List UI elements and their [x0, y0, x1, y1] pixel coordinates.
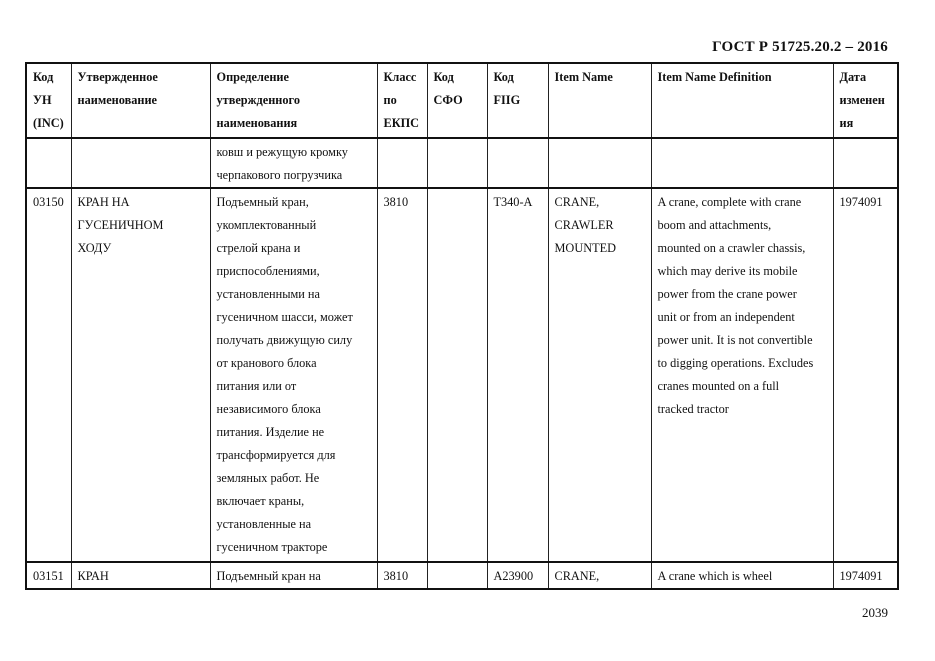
cell-name	[71, 188, 210, 562]
text-line: Класс	[383, 70, 417, 84]
table-row	[26, 188, 898, 562]
cell-item-definition	[651, 138, 833, 188]
cell-date	[833, 138, 898, 188]
text-line: гусеничном шасси, может	[216, 310, 353, 324]
text-line: MOUNTED	[554, 241, 616, 255]
cell-sfo	[427, 562, 487, 589]
text-line: наименование	[77, 93, 157, 107]
cell-fiig: A23900	[487, 562, 548, 589]
text-line: A crane which is wheel	[657, 569, 773, 583]
text-line: tracked tractor	[657, 402, 729, 416]
text-line: power unit. It is not convertible	[657, 333, 813, 347]
table-header-row	[26, 63, 898, 138]
text-line: ГУСЕНИЧНОМ	[77, 218, 164, 232]
text-line: ия	[839, 116, 854, 130]
text-line: unit or from an independent	[657, 310, 795, 324]
text-line: Подъемный кран,	[216, 195, 309, 209]
cell-item-name	[548, 138, 651, 188]
text-line: to digging operations. Excludes	[657, 356, 814, 370]
cell-fiig: T340-A	[487, 188, 548, 562]
text-line: питания. Изделие не	[216, 425, 325, 439]
text-line: стрелой крана и	[216, 241, 301, 255]
cell-item-name	[548, 562, 651, 589]
cell-class: 3810	[377, 562, 427, 589]
text-line: mounted on a crawler chassis,	[657, 241, 806, 255]
cell-name	[71, 562, 210, 589]
text-line: изменен	[839, 93, 885, 107]
text-line: CRAWLER	[554, 218, 614, 232]
text-line: наименования	[216, 116, 298, 130]
column-header-inc	[26, 63, 71, 138]
column-header-sfo	[427, 63, 487, 138]
text-line: (INC)	[33, 116, 64, 130]
text-line: power from the crane power	[657, 287, 797, 301]
text-line: Определение	[216, 70, 289, 84]
text-line: Item Name Definition	[657, 70, 772, 84]
text-line: УН	[33, 93, 52, 107]
cell-item-definition	[651, 562, 833, 589]
cell-definition	[210, 138, 377, 188]
cell-sfo	[427, 138, 487, 188]
text-line: по	[383, 93, 397, 107]
text-line: черпакового погрузчика	[216, 168, 343, 182]
text-line: boom and attachments,	[657, 218, 772, 232]
column-header-item-name	[548, 63, 651, 138]
text-line: гусеничном тракторе	[216, 540, 328, 554]
page-number: 2039	[862, 605, 888, 620]
text-line: получать движущую силу	[216, 333, 353, 347]
cell-name	[71, 138, 210, 188]
text-line: CRANE,	[554, 569, 600, 583]
text-line: CRANE,	[554, 195, 600, 209]
text-line: Код	[33, 70, 54, 84]
cell-item-name	[548, 188, 651, 562]
cell-inc	[26, 138, 71, 188]
document-code: ГОСТ Р 51725.20.2 – 2016	[712, 39, 888, 55]
text-line: ковш и режущую кромку	[216, 145, 348, 159]
text-line: ЕКПС	[383, 116, 420, 130]
column-header-class	[377, 63, 427, 138]
text-line: Код	[493, 70, 514, 84]
cell-fiig	[487, 138, 548, 188]
text-line: Дата	[839, 70, 867, 84]
cell-inc: 03150	[26, 188, 71, 562]
text-line: cranes mounted on a full	[657, 379, 780, 393]
text-line: A crane, complete with crane	[657, 195, 802, 209]
text-line: Подъемный кран на	[216, 569, 321, 583]
text-line: FIIG	[493, 93, 521, 107]
cell-class	[377, 138, 427, 188]
table-row-continuation	[26, 138, 898, 188]
column-header-approved-name	[71, 63, 210, 138]
text-line: which may derive its mobile	[657, 264, 798, 278]
text-line: КРАН	[77, 569, 109, 583]
cell-inc: 03151	[26, 562, 71, 589]
text-line: утвержденного	[216, 93, 300, 107]
text-line: СФО	[433, 93, 463, 107]
text-line: Утвержденное	[77, 70, 158, 84]
cell-definition	[210, 562, 377, 589]
text-line: от кранового блока	[216, 356, 317, 370]
table-row	[26, 562, 898, 589]
text-line: установленными на	[216, 287, 320, 301]
text-line: Item Name	[554, 70, 613, 84]
cell-definition	[210, 188, 377, 562]
text-line: независимого блока	[216, 402, 321, 416]
text-line: питания или от	[216, 379, 297, 393]
column-header-fiig	[487, 63, 548, 138]
column-header-item-name-definition	[651, 63, 833, 138]
column-header-definition	[210, 63, 377, 138]
column-header-change-date	[833, 63, 898, 138]
cell-class: 3810	[377, 188, 427, 562]
text-line: земляных работ. Не	[216, 471, 320, 485]
cell-item-definition	[651, 188, 833, 562]
text-line: Код	[433, 70, 454, 84]
text-line: установленные на	[216, 517, 312, 531]
text-line: КРАН НА	[77, 195, 130, 209]
cell-date: 1974091	[833, 562, 898, 589]
cell-date: 1974091	[833, 188, 898, 562]
text-line: ХОДУ	[77, 241, 112, 255]
text-line: трансформируется для	[216, 448, 336, 462]
nomenclature-table	[25, 62, 899, 590]
text-line: укомплектованный	[216, 218, 317, 232]
text-line: приспособлениями,	[216, 264, 320, 278]
text-line: включает краны,	[216, 494, 305, 508]
cell-sfo	[427, 188, 487, 562]
